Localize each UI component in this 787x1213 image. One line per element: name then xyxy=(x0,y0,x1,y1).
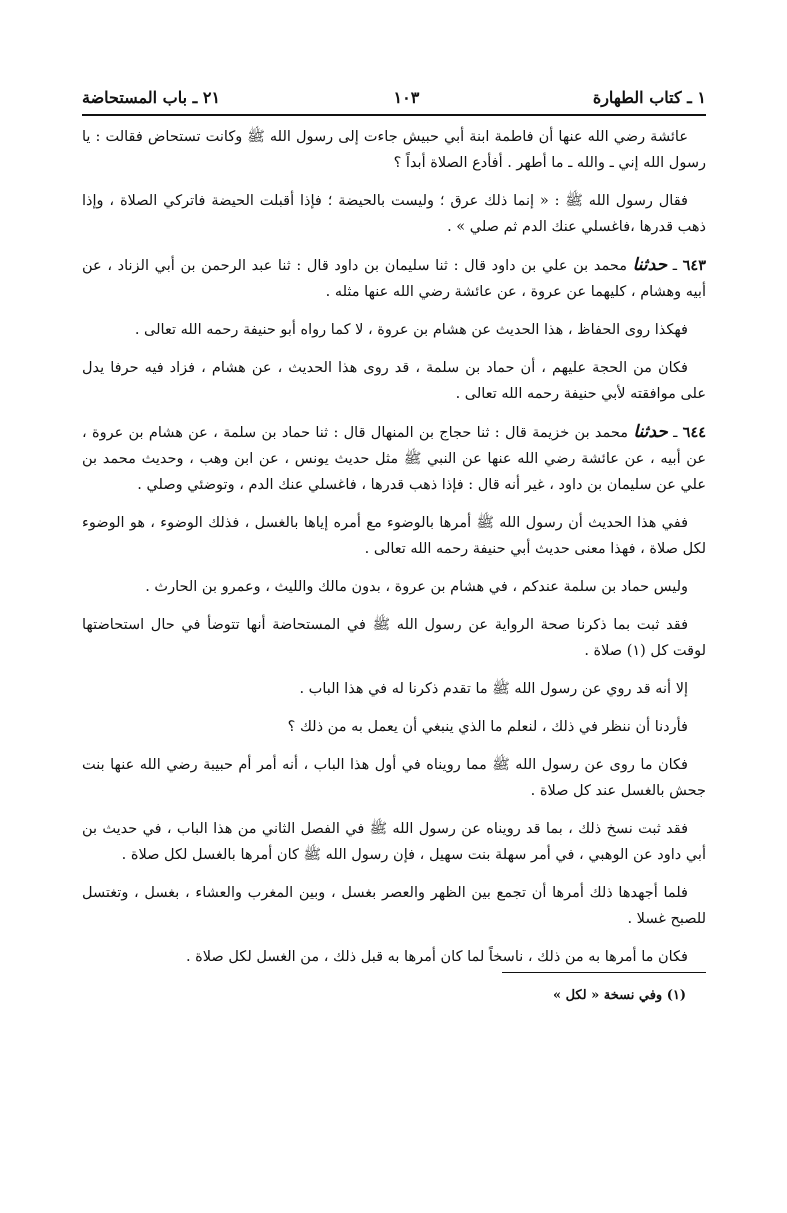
paragraph xyxy=(82,714,706,740)
footnote: (١) وفي نسخة « لكل » xyxy=(552,988,686,1003)
paragraph-text: فكان من الحجة عليهم ، أن حماد بن سلمة ، قد روى هذا الحديث ، عن هشام ، فزاد فيه حرفا يدل على موافقته لأبي حنيفة رحمه الله تعالى . xyxy=(82,360,706,402)
paragraph-text: فقد ثبت نسخ ذلك ، بما قد رويناه عن رسول الله ﷺ في الفصل الثاني من هذا الباب ، في حديث بن أبي داود عن الوهبي ، في أمر سهلة بنت سهيل ، فإن رسول الله ﷺ كان أمرها بالغسل لكل صلاة . xyxy=(82,821,706,863)
paragraph-text: عائشة رضي الله عنها أن فاطمة ابنة أبي حبيش جاءت إلى رسول الله ﷺ وكانت تستحاض فقالت : يا رسول الله إني ـ والله ـ ما أطهر . أفأدع الصلاة أبداً ؟ xyxy=(82,129,706,171)
paragraph xyxy=(82,124,706,176)
book-title: ١ ـ كتاب الطهارة xyxy=(592,87,706,107)
header-rule xyxy=(82,114,706,116)
footnote-rule xyxy=(502,972,706,973)
chapter-title: ٢١ ـ باب المستحاضة xyxy=(82,87,221,107)
paragraph xyxy=(82,880,706,932)
paragraph-text: فقد ثبت بما ذكرنا صحة الرواية عن رسول الله ﷺ في المستحاضة أنها تتوضأ في حال استحاضتها لوقت كل (١) صلاة . xyxy=(82,617,706,659)
paragraph xyxy=(82,355,706,407)
paragraph-text: فكان ما روى عن رسول الله ﷺ مما رويناه في أول هذا الباب ، أنه أمر أم حبيبة رضي الله عنها بنت جحش بالغسل عند كل صلاة . xyxy=(82,757,706,799)
paragraph-text: فكان ما أمرها به من ذلك ، ناسخاً لما كان أمرها به قبل ذلك ، من الغسل لكل صلاة . xyxy=(185,949,688,965)
hadith-number: ٦٤٣ xyxy=(682,257,706,274)
paragraph-text: فقال رسول الله ﷺ : « إنما ذلك عرق ؛ وليست بالحيضة ؛ فإذا أقبلت الحيضة فاتركي الصلاة ، وإذا ذهب قدرها ،فاغسلي عنك الدم ثم صلي » . xyxy=(82,193,706,235)
paragraph-text: محمد بن خزيمة قال : ثنا حجاج بن المنهال قال : ثنا حماد بن سلمة ، عن هشام بن عروة ، عن أبيه ، عن عائشة رضي الله عنها عن النبي ﷺ مثل حديث يونس ، عن ابن وهب ، وحديث محمد بن علي عن سليمان بن داود ، غير أنه قال : فإذا ذهب قدرها ، فاغسلي عنك الدم ، وتوضئي وصلي . xyxy=(82,425,706,493)
hadith-paragraph: ٦٤٣ ـ حدثنا محمد بن علي بن داود قال : ثنا سليمان بن داود قال : ثنا عبد الرحمن بن أبي الزناد ، عن أبيه وهشام ، كليهما عن عروة ، عن عائشة رضي الله عنها مثله . xyxy=(82,255,706,300)
paragraph xyxy=(82,188,706,240)
paragraph xyxy=(82,752,706,804)
paragraph-text: ففي هذا الحديث أن رسول الله ﷺ أمرها بالوضوء مع أمره إياها بالغسل ، فذلك الوضوء ، هو الوضوء لكل صلاة ، فهذا معنى حديث أبي حنيفة رحمه الله تعالى . xyxy=(82,515,706,557)
paragraph-text: محمد بن علي بن داود قال : ثنا سليمان بن داود قال : ثنا عبد الرحمن بن أبي الزناد ، عن أبيه وهشام ، كليهما عن عروة ، عن عائشة رضي الله عنها مثله . xyxy=(82,258,706,300)
main-text xyxy=(82,124,706,982)
paragraph-text: إلا أنه قد روي عن رسول الله ﷺ ما تقدم ذكرنا له في هذا الباب . xyxy=(299,681,688,697)
hadith-paragraph: ٦٤٤ ـ حدثنا محمد بن خزيمة قال : ثنا حجاج بن المنهال قال : ثنا حماد بن سلمة ، عن هشام بن عروة ، عن أبيه ، عن عائشة رضي الله عنها عن النبي ﷺ مثل حديث يونس ، عن ابن وهب ، وحديث محمد بن علي عن سليمان بن داود ، غير أنه قال : فإذا ذهب قدرها ، فاغسلي عنك الدم ، وتوضئي وصلي . xyxy=(82,422,707,493)
paragraph-text: فهكذا روى الحفاظ ، هذا الحديث عن هشام بن عروة ، لا كما رواه أبو حنيفة رحمه الله تعالى . xyxy=(134,322,688,338)
paragraph-text: وليس حماد بن سلمة عندكم ، في هشام بن عروة ، بدون مالك والليث ، وعمرو بن الحارث . xyxy=(145,579,688,595)
paragraph-text: فأردنا أن ننظر في ذلك ، لنعلم ما الذي ينبغي أن يعمل به من ذلك ؟ xyxy=(287,719,688,735)
paragraph xyxy=(82,944,706,970)
paragraph xyxy=(82,574,706,600)
paragraph-text: فلما أجهدها ذلك أمرها أن تجمع بين الظهر والعصر بغسل ، وبين المغرب والعشاء ، بغسل ، وتغتسل للصبح غسلا . xyxy=(82,885,706,927)
page-number: ١٠٣ xyxy=(393,87,420,107)
paragraph xyxy=(82,816,706,868)
paragraph xyxy=(82,676,706,702)
hadith-marker: حدثنا xyxy=(633,422,668,442)
hadith-marker: حدثنا xyxy=(632,255,668,275)
running-header xyxy=(82,82,706,112)
paragraph xyxy=(82,317,706,343)
paragraph xyxy=(82,510,706,562)
hadith-number: ٦٤٤ xyxy=(682,424,707,441)
paragraph xyxy=(82,612,706,664)
